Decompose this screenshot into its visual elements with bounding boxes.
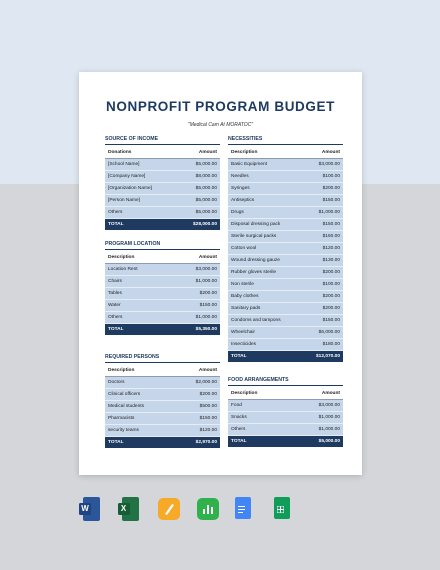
cell-amount: $150.00 <box>199 303 217 308</box>
table-row <box>105 276 220 288</box>
cell-amount: $200.00 <box>322 186 340 191</box>
google-docs-icon[interactable] <box>233 497 255 523</box>
numbers-icon[interactable] <box>195 497 217 523</box>
cell-amount: $28,000.00 <box>192 222 217 227</box>
cell-label: Description <box>108 368 135 373</box>
table-row <box>228 291 343 303</box>
section-title: SOURCE OF INCOME <box>105 136 159 142</box>
table-header <box>228 147 343 159</box>
cell-amount: $1,000.00 <box>195 279 217 284</box>
cell-amount: $1,000.00 <box>195 315 217 320</box>
cell-amount: Amount <box>321 150 340 155</box>
cell-amount: $5,000.00 <box>195 186 217 191</box>
table-row <box>228 195 343 207</box>
cell-label: [School Name] <box>108 162 140 167</box>
table <box>105 252 220 335</box>
cell-label: TOTAL <box>108 222 124 227</box>
table-row <box>228 267 343 279</box>
table-row <box>228 159 343 171</box>
cell-label: Sanitary pads <box>231 306 261 311</box>
section-food-arrangements <box>228 376 343 447</box>
table-row <box>105 401 220 413</box>
table-row <box>105 264 220 276</box>
table-total-row <box>105 219 220 230</box>
table-row <box>228 207 343 219</box>
cell-amount: $5,000.00 <box>318 439 340 444</box>
cell-label: Syringes <box>231 186 250 191</box>
cell-label: Chairs <box>108 279 122 284</box>
cell-label: Tables <box>108 291 122 296</box>
cell-amount: $200.00 <box>199 392 217 397</box>
cell-amount: $150.00 <box>199 416 217 421</box>
cell-amount: $120.00 <box>199 428 217 433</box>
cell-label: Condoms and tampons <box>231 318 281 323</box>
table-total-row <box>228 436 343 447</box>
section-title: NECESSITIES <box>228 136 263 142</box>
cell-amount: $150.00 <box>322 318 340 323</box>
table <box>228 388 343 447</box>
table-row <box>105 300 220 312</box>
table-row <box>228 183 343 195</box>
table-row <box>228 400 343 412</box>
table-row <box>228 315 343 327</box>
cell-label: Location Rent <box>108 267 138 272</box>
table <box>228 147 343 362</box>
document-page <box>79 72 362 475</box>
table-row <box>228 424 343 436</box>
table-header <box>105 147 220 159</box>
cell-label: Others <box>108 315 123 320</box>
cell-amount: $200.00 <box>322 270 340 275</box>
cell-amount: $12,070.00 <box>315 354 340 359</box>
cell-label: TOTAL <box>231 354 247 359</box>
table-row <box>105 207 220 219</box>
table-row <box>228 412 343 424</box>
table-row <box>228 327 343 339</box>
cell-amount: $6,000.00 <box>318 330 340 335</box>
table-row <box>105 159 220 171</box>
page-title: NONPROFIT PROGRAM BUDGET <box>106 99 335 114</box>
cell-amount: $200.00 <box>322 306 340 311</box>
section-source-of-income <box>105 135 220 230</box>
table-row <box>105 312 220 324</box>
cell-label: TOTAL <box>108 327 124 332</box>
word-icon[interactable]: W <box>79 497 101 523</box>
table-header <box>105 365 220 377</box>
section-necessities <box>228 135 343 362</box>
excel-icon[interactable]: X <box>118 497 140 523</box>
cell-amount: $130.00 <box>322 258 340 263</box>
table-row <box>228 255 343 267</box>
table-row <box>228 231 343 243</box>
cell-amount: $150.00 <box>322 198 340 203</box>
cell-label: Description <box>231 391 258 396</box>
table <box>105 147 220 230</box>
table-total-row <box>105 437 220 448</box>
section-required-persons <box>105 353 220 448</box>
cell-label: Medical students <box>108 404 144 409</box>
table-row <box>105 377 220 389</box>
table-row <box>105 425 220 437</box>
cell-amount: $1,000.00 <box>318 415 340 420</box>
table-total-row <box>228 351 343 362</box>
cell-amount: $160.00 <box>322 234 340 239</box>
table-row <box>105 389 220 401</box>
cell-label: Basic Equipment <box>231 162 267 167</box>
section-divider <box>228 144 343 145</box>
cell-label: Cotton wool <box>231 246 257 251</box>
cell-amount: $3,000.00 <box>318 403 340 408</box>
table-row <box>228 303 343 315</box>
format-icons-bar <box>79 497 294 525</box>
cell-label: Baby clothes <box>231 294 259 299</box>
cell-amount: $5,000.00 <box>195 198 217 203</box>
cell-label: [Person Name] <box>108 198 140 203</box>
table-row <box>228 171 343 183</box>
cell-label: [Organization Name] <box>108 186 152 191</box>
section-divider <box>105 249 220 250</box>
cell-amount: $100.00 <box>322 282 340 287</box>
cell-amount: $2,000.00 <box>195 380 217 385</box>
cell-amount: $150.00 <box>322 222 340 227</box>
cell-label: Description <box>231 150 258 155</box>
section-title: FOOD ARRANGEMENTS <box>228 377 289 383</box>
cell-label: Drugs <box>231 210 244 215</box>
table-row <box>228 279 343 291</box>
section-program-location <box>105 240 220 335</box>
page-subtitle: "Medical Cam At MORATOC" <box>187 122 254 128</box>
cell-amount: $200.00 <box>199 291 217 296</box>
cell-label: Snacks <box>231 415 247 420</box>
cell-amount: $100.00 <box>322 174 340 179</box>
cell-amount: Amount <box>198 368 217 373</box>
cell-label: Rubber gloves sterile <box>231 270 277 275</box>
cell-label: [Company Name] <box>108 174 146 179</box>
cell-amount: $3,000.00 <box>318 162 340 167</box>
table-row <box>105 413 220 425</box>
table-header <box>228 388 343 400</box>
table-row <box>228 219 343 231</box>
cell-label: Food <box>231 403 242 408</box>
cell-amount: $200.00 <box>322 294 340 299</box>
cell-label: security teams <box>108 428 139 433</box>
cell-label: Others <box>108 210 123 215</box>
section-divider <box>105 362 220 363</box>
cell-label: Pharmacists <box>108 416 135 421</box>
cell-label: Non sterile <box>231 282 254 287</box>
cell-label: Sterile surgical packs <box>231 234 277 239</box>
cell-amount: $8,000.00 <box>195 174 217 179</box>
pages-icon[interactable] <box>156 497 178 523</box>
section-divider <box>228 385 343 386</box>
cell-label: TOTAL <box>231 439 247 444</box>
cell-label: Disposal dressing pack <box>231 222 281 227</box>
cell-amount: $5,350.00 <box>195 327 217 332</box>
section-divider <box>105 144 220 145</box>
cell-label: Antiseptics <box>231 198 255 203</box>
table <box>105 365 220 448</box>
google-sheets-icon[interactable] <box>272 497 294 523</box>
cell-amount: $5,000.00 <box>195 210 217 215</box>
cell-label: Donations <box>108 150 132 155</box>
cell-label: Wound dressing gauze <box>231 258 280 263</box>
cell-label: Clinical officers <box>108 392 141 397</box>
cell-amount: $500.00 <box>199 404 217 409</box>
cell-amount: Amount <box>198 255 217 260</box>
table-row <box>105 288 220 300</box>
table-row <box>105 183 220 195</box>
table-total-row <box>105 324 220 335</box>
cell-label: Water <box>108 303 121 308</box>
cell-amount: $3,000.00 <box>195 267 217 272</box>
cell-label: Wheelchair <box>231 330 255 335</box>
cell-amount: $1,000.00 <box>318 210 340 215</box>
table-row <box>105 171 220 183</box>
cell-label: Needles <box>231 174 249 179</box>
cell-amount: $120.00 <box>322 246 340 251</box>
section-title: REQUIRED PERSONS <box>105 354 160 360</box>
cell-amount: $2,970.00 <box>195 440 217 445</box>
cell-label: Doctors <box>108 380 125 385</box>
table-row <box>228 243 343 255</box>
cell-amount: $1,000.00 <box>318 427 340 432</box>
cell-amount: Amount <box>198 150 217 155</box>
cell-amount: Amount <box>321 391 340 396</box>
cell-amount: $180.00 <box>322 342 340 347</box>
cell-amount: $5,000.00 <box>195 162 217 167</box>
cell-label: Description <box>108 255 135 260</box>
cell-label: Insecticides <box>231 342 257 347</box>
table-header <box>105 252 220 264</box>
table-row <box>105 195 220 207</box>
cell-label: TOTAL <box>108 440 124 445</box>
table-row <box>228 339 343 351</box>
cell-label: Others <box>231 427 246 432</box>
section-title: PROGRAM LOCATION <box>105 241 161 247</box>
